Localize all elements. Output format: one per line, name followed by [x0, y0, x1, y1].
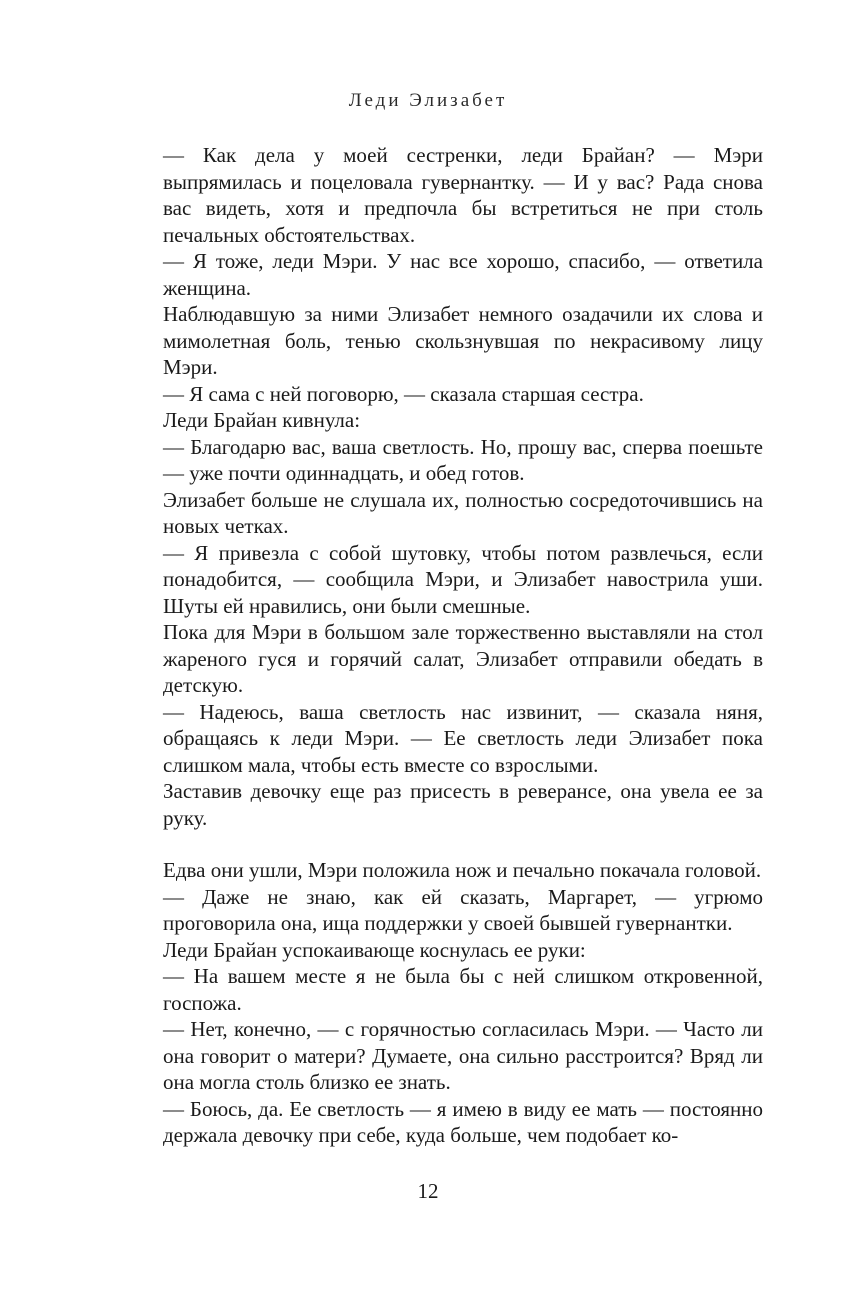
body-text — [163, 142, 763, 1149]
paragraph: Пока для Мэри в большом зале торжественно выставляли на стол жареного гуся и горячий салат, Элизабет отправили обедать в детскую. — [163, 620, 763, 697]
paragraph: — Боюсь, да. Ее светлость — я имею в виду ее мать — постоянно держала девочку при себе, куда больше, чем подобает ко- — [163, 1096, 763, 1147]
paragraph: — Как дела у моей сестренки, леди Брайан? — Мэри выпрямилась и поцеловала гувернантку. — И у вас? Рада снова вас видеть, хотя и предпочла бы встретиться не при столь печальных обстоятельствах. — [163, 143, 763, 247]
paragraph: — Я тоже, леди Мэри. У нас все хорошо, спасибо, — ответила женщина. — [163, 249, 763, 300]
paragraph: Едва они ушли, Мэри положила нож и печально покачала головой. — [163, 858, 762, 882]
paragraph: — На вашем месте я не была бы с ней слишком откровенной, госпожа. — [163, 964, 763, 1015]
paragraph: — Надеюсь, ваша светлость нас извинит, — сказала няня, обращаясь к леди Мэри. — Ее светлость леди Элизабет пока слишком мала, чтобы есть вместе со взрослыми. — [163, 699, 763, 777]
paragraph: — Я привезла с собой шутовку, чтобы потом развлечься, если понадобится, — сообщила Мэри, и Элизабет навострила уши. Шуты ей нравились, они были смешные. — [163, 540, 763, 618]
paragraph: — Я сама с ней поговорю, — сказала старшая сестра. — [163, 381, 644, 406]
paragraph: — Даже не знаю, как ей сказать, Маргарет, — угрюмо проговорила она, ища поддержки у своей бывшей гувернантки. — [163, 884, 763, 935]
paragraph: — Благодарю вас, ваша светлость. Но, прошу вас, сперва поешьте — уже почти одиннадцать, и обед готов. — [163, 434, 763, 485]
paragraph: Леди Брайан успокаивающе коснулась ее руки: — [163, 937, 586, 962]
paragraph: Леди Брайан кивнула: — [163, 408, 361, 432]
paragraph: Элизабет больше не слушала их, полностью сосредоточившись на новых четках. — [163, 487, 763, 538]
page-number: 12 — [417, 1179, 439, 1203]
running-title: Леди Элизабет — [348, 90, 508, 111]
paragraph: Наблюдавшую за ними Элизабет немного озадачили их слова и мимолетная боль, тенью скользнувшая по некрасивому лицу Мэри. — [163, 302, 763, 379]
paragraph: — Нет, конечно, — с горячностью согласилась Мэри. — Часто ли она говорит о матери? Думаете, она сильно расстроится? Вряд ли она могла столь близко ее знать. — [163, 1017, 763, 1094]
paragraph: Заставив девочку еще раз присесть в реверансе, она увела ее за руку. — [163, 779, 763, 830]
